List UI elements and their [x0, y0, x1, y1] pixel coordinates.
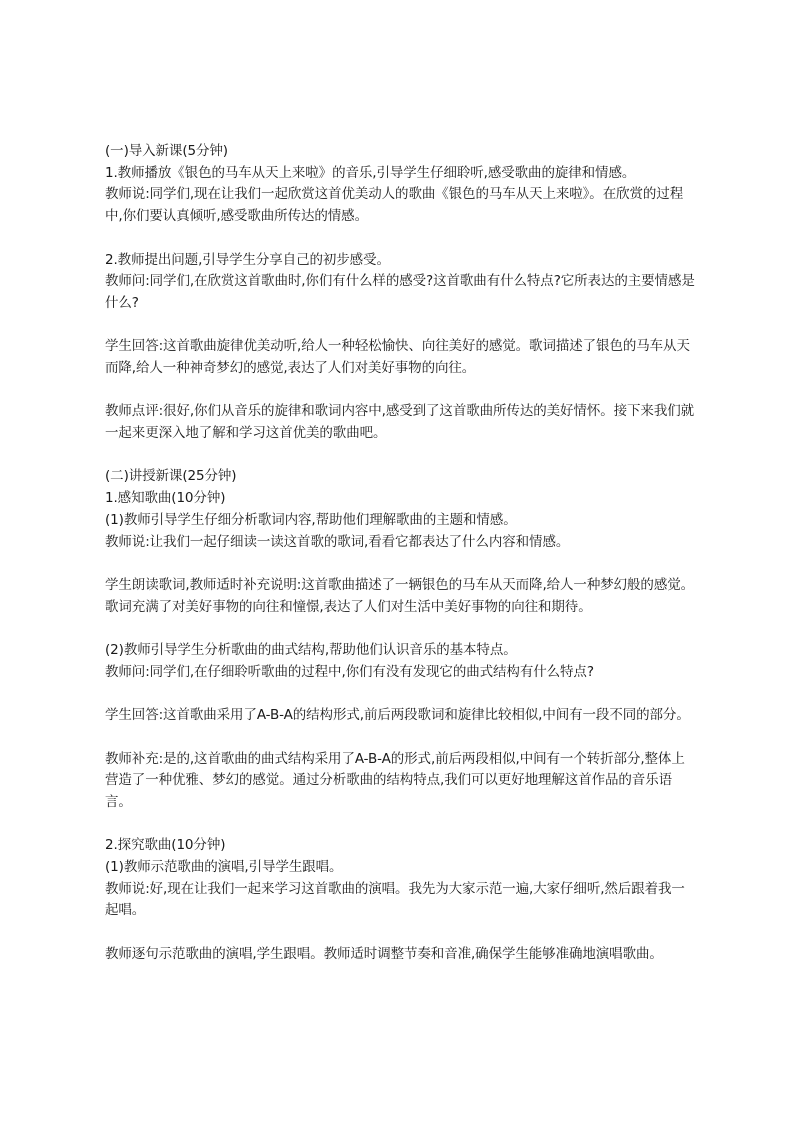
paragraph: 教师说:同学们,现在让我们一起欣赏这首优美动人的歌曲《银色的马车从天上来啦》。在欣赏的过程中,你们要认真倾听,感受歌曲所传达的情感。 [105, 186, 684, 225]
paragraph: 教师说:好,现在让我们一起来学习这首歌曲的演唱。我先为大家示范一遍,大家仔细听,然后跟着我一起唱。 [105, 880, 685, 919]
paragraph: 教师点评:很好,你们从音乐的旋律和歌词内容中,感受到了这首歌曲所传达的美好情怀。接下来我们就一起来更深入地了解和学习这首优美的歌曲吧。 [105, 403, 695, 442]
paragraph: 教师逐句示范歌曲的演唱,学生跟唱。教师适时调整节奏和音准,确保学生能够准确地演唱歌曲。 [105, 945, 663, 962]
blank-line [105, 228, 695, 250]
blank-line [105, 618, 695, 640]
blank-line [105, 553, 695, 575]
subsection-heading: 1.感知歌曲(10分钟) [105, 490, 226, 507]
paragraph: (1)教师示范歌曲的演唱,引导学生跟唱。 [105, 859, 343, 876]
paragraph: 1.教师播放《银色的马车从天上来啦》的音乐,引导学生仔细聆听,感受歌曲的旋律和情感。 [105, 164, 636, 181]
blank-line [105, 315, 695, 337]
paragraph: 教师问:同学们,在仔细聆听歌曲的过程中,你们有没有发现它的曲式结构有什么特点? [105, 663, 594, 680]
section-heading-new-lesson: (二)讲授新课(25分钟) [105, 468, 237, 485]
section-heading-intro: (一)导入新课(5分钟) [105, 143, 228, 159]
paragraph: 教师说:让我们一起仔细读一读这首歌的歌词,看看它都表达了什么内容和情感。 [105, 533, 570, 550]
blank-line [105, 445, 695, 467]
paragraph: 学生朗读歌词,教师适时补充说明:这首歌曲描述了一辆银色的马车从天而降,给人一种梦幻般的感觉。歌词充满了对美好事物的向往和憧憬,表达了人们对生活中美好事物的向往和期待。 [105, 576, 695, 615]
paragraph: 学生回答:这首歌曲采用了A-B-A的结构形式,前后两段歌词和旋律比较相似,中间有一段不同的部分。 [105, 707, 690, 724]
document-body [105, 141, 695, 966]
paragraph: 学生回答:这首歌曲旋律优美动听,给人一种轻松愉快、向往美好的感觉。歌词描述了银色的马车从天而降,给人一种神奇梦幻的感觉,表达了人们对美好事物的向往。 [105, 338, 690, 376]
paragraph: (2)教师引导学生分析歌曲的曲式结构,帮助他们认识音乐的基本特点。 [105, 642, 517, 659]
paragraph: 2.教师提出问题,引导学生分享自己的初步感受。 [105, 251, 390, 268]
blank-line [105, 922, 695, 944]
paragraph: 教师问:同学们,在欣赏这首歌曲时,你们有什么样的感受?这首歌曲有什么特点?它所表达的主要情感是什么? [105, 273, 695, 311]
subsection-heading: 2.探究歌曲(10分钟) [105, 837, 226, 854]
blank-line [105, 683, 695, 705]
blank-line [105, 380, 695, 402]
paragraph: (1)教师引导学生仔细分析歌词内容,帮助他们理解歌曲的主题和情感。 [105, 511, 517, 528]
blank-line [105, 727, 695, 749]
blank-line [105, 814, 695, 836]
paragraph: 教师补充:是的,这首歌曲的曲式结构采用了A-B-A的形式,前后两段相似,中间有一个转折部分,整体上营造了一种优雅、梦幻的感觉。通过分析歌曲的结构特点,我们可以更好地理解这首作品的音乐语言。 [105, 750, 685, 810]
